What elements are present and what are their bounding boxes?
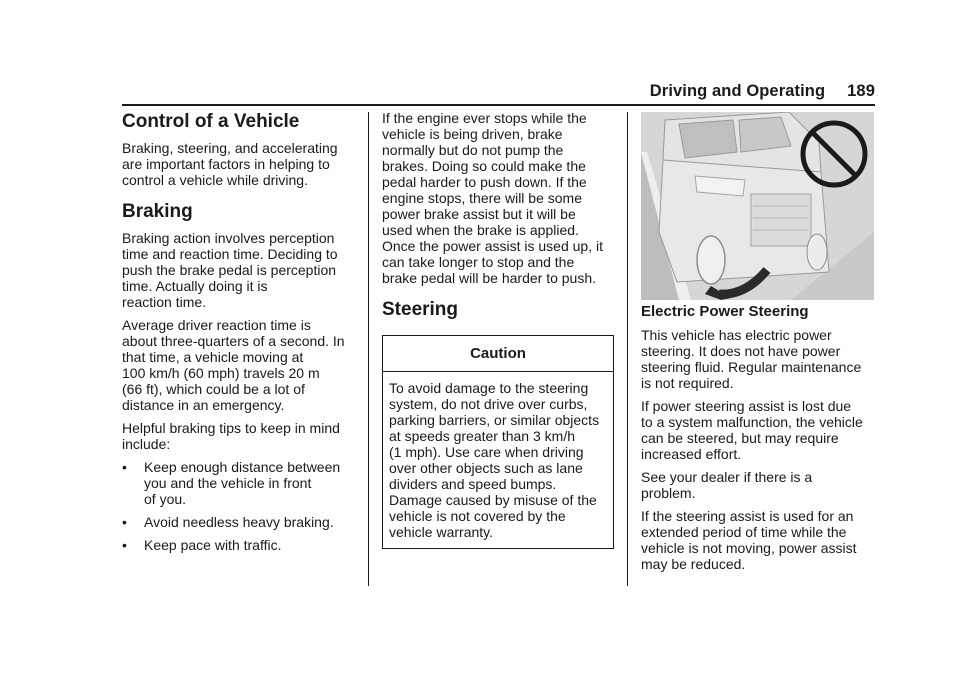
prohibition-icon bbox=[798, 118, 870, 190]
braking-paragraph-2: Average driver reaction time is about three-quarters of a second. In that time, a vehicle moving at 100 km/h (60 mph) travels 20 m (66 ft), which could be a lot of distance in an emergency. bbox=[122, 317, 345, 413]
caution-title: Caution bbox=[383, 336, 613, 372]
caution-box bbox=[382, 335, 614, 549]
header-rule bbox=[122, 104, 875, 106]
section-heading-eps: Electric Power Steering bbox=[641, 303, 809, 320]
bullet-marker: • bbox=[122, 537, 127, 553]
section-heading-steering: Steering bbox=[382, 299, 459, 320]
eps-paragraph-2: If power steering assist is lost due to a system malfunction, the vehicle can be steered, but may require increased effort. bbox=[641, 398, 863, 462]
intro-paragraph: Braking, steering, and accelerating are important factors in helping to control a vehicle while driving. bbox=[122, 140, 338, 188]
list-item-text: Avoid needless heavy braking. bbox=[144, 514, 334, 530]
section-heading-braking: Braking bbox=[122, 201, 193, 222]
list-item-text: Keep enough distance between you and the vehicle in front of you. bbox=[144, 459, 341, 507]
column-2 bbox=[382, 110, 616, 549]
eps-paragraph-3: See your dealer if there is a problem. bbox=[641, 469, 813, 501]
section-title: Driving and Operating bbox=[649, 82, 826, 100]
section-heading-control: Control of a Vehicle bbox=[122, 111, 300, 132]
braking-paragraph-1: Braking action involves perception time and reaction time. Deciding to push the brake pedal is perception time. Actually doing it is reaction time. bbox=[122, 230, 338, 310]
eps-paragraph-4: If the steering assist is used for an extended period of time while the vehicle is not moving, power assist may be reduced. bbox=[641, 508, 857, 572]
braking-paragraph-3: Helpful braking tips to keep in mind include: bbox=[122, 420, 340, 452]
column-divider-1 bbox=[368, 112, 369, 586]
vehicle-curb-illustration bbox=[641, 112, 874, 300]
column-3 bbox=[641, 303, 877, 579]
column-1 bbox=[122, 111, 358, 560]
bullet-marker: • bbox=[122, 459, 127, 475]
list-item bbox=[122, 537, 358, 553]
list-item-text: Keep pace with traffic. bbox=[144, 537, 282, 553]
bullet-marker: • bbox=[122, 514, 127, 530]
page-header bbox=[0, 82, 875, 101]
eps-paragraph-1: This vehicle has electric power steering. It does not have power steering fluid. Regular maintenance is not required. bbox=[641, 327, 862, 391]
column-divider-2 bbox=[627, 112, 628, 586]
caution-text: To avoid damage to the steering system, do not drive over curbs, parking barriers, or similar objects at speeds greater than 3 km/h (1 mph). Use care when driving over other objects such as lane dividers and speed bumps. Damage caused by misuse of the vehicle is not covered by the vehicle warranty. bbox=[389, 380, 600, 540]
page-number: 189 bbox=[847, 82, 875, 100]
engine-stop-paragraph: If the engine ever stops while the vehicle is being driven, brake normally but do not pump the brakes. Doing so could make the pedal harder to push down. If the engine stops, there will be some power brake assist but it will be used when the brake is applied. Once the power assist is used up, it can take longer to stop and the brake pedal will be harder to push. bbox=[382, 110, 603, 286]
list-item bbox=[122, 459, 358, 507]
list-item bbox=[122, 514, 358, 530]
